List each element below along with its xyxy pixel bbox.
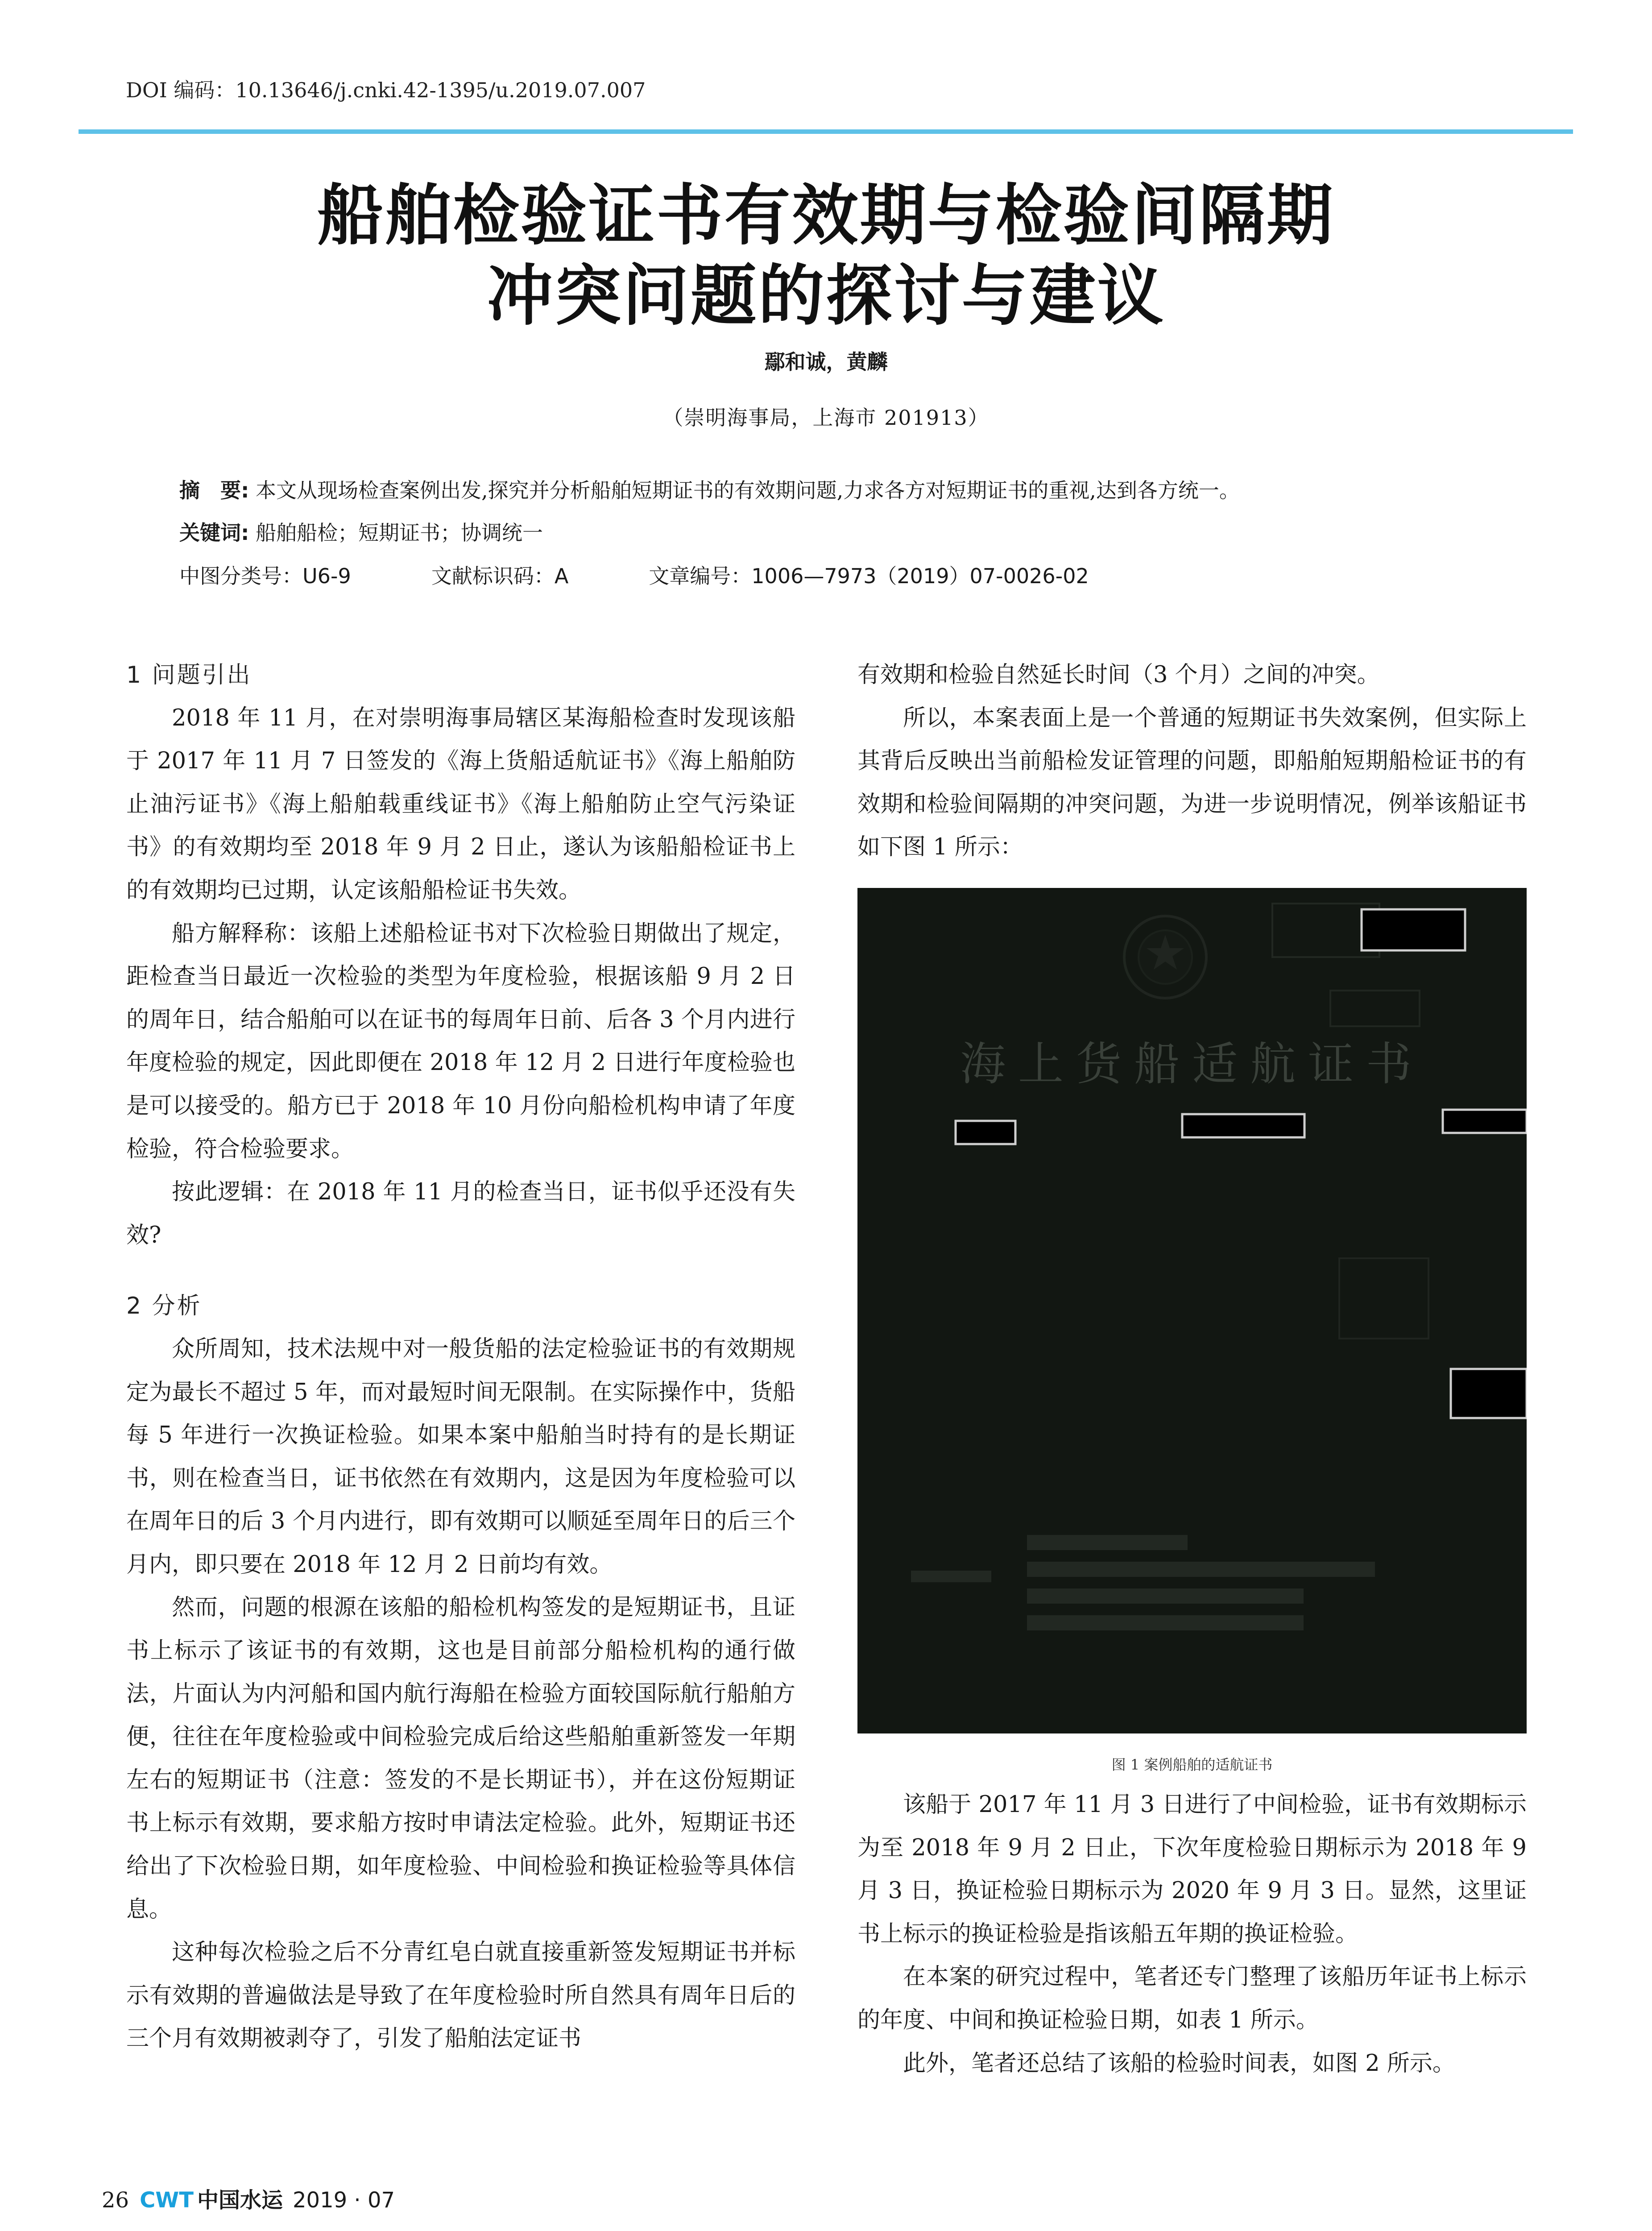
right-column (857, 654, 1527, 2085)
page-footer (102, 2183, 395, 2214)
section-1-heading: 1 问题引出 (126, 662, 252, 688)
abstract-text: 本文从现场检查案例出发,探究并分析船舶短期证书的有效期问题,力求各方对短期证书的重视,达到各方统一。 (249, 478, 1240, 502)
issue-label: 2019 · 07 (293, 2188, 395, 2213)
clc-number: 中图分类号：U6-9 (179, 564, 351, 588)
paragraph: 按此逻辑：在 2018 年 11 月的检查当日，证书似乎还没有失效? (126, 1179, 795, 1248)
paragraph: 众所周知，技术法规中对一般货船的法定检验证书的有效期规定为最长不超过 5 年，而对最短时间无限制。在实际操作中，货船每 5 年进行一次换证检验。如果本案中船舶当时持有的是长期证书，则在检查当日，证书依然在有效期内，这是因为年度检验可以在周年日的后 3 个月内进行，即有效期可以顺延至周年日的后三个月内，即只要在 2018 年 12 月 2 日前均有效。 (126, 1335, 795, 1578)
paragraph: 船方解释称：该船上述船检证书对下次检验日期做出了规定，距检查当日最近一次检验的类型为年度检验，根据该船 9 月 2 日的周年日，结合船舶可以在证书的每周年日前、后各 3 个月内进行年度检验的规定，因此即便在 2018 年 12 月 2 日进行年度检验也是可以接受的。船方已于 2018 年 10 月份向船检机构申请了年度检验，符合检验要求。 (126, 920, 795, 1162)
keywords-label: 关键词: (179, 521, 249, 545)
doi-line: DOI 编码：10.13646/j.cnki.42-1395/u.2019.07.007 (126, 78, 646, 102)
keywords-text: 船舶船检；短期证书；协调统一 (249, 521, 543, 545)
article-number: 文章编号：1006—7973（2019）07-0026-02 (649, 564, 1089, 588)
section-gap (126, 1257, 795, 1285)
paragraph: 该船于 2017 年 11 月 3 日进行了中间检验，证书有效期标示为至 2018 年 9 月 2 日止，下次年度检验日期标示为 2018 年 9 月 3 日，换证检验日期标示为 2020 年 9 月 3 日。显然，这里证书上标示的换证检验是指该船五年期的换证检验。 (857, 1791, 1527, 1947)
abstract (179, 474, 1240, 504)
certificate-photo (857, 888, 1527, 1733)
header-rule (79, 129, 1573, 134)
document-code: 文献标识码：A (431, 564, 569, 588)
title-line-2: 冲突问题的探讨与建议 (487, 257, 1165, 334)
page-number: 26 (102, 2188, 129, 2213)
magazine-name: 中国水运 (197, 2188, 283, 2213)
paragraph: 此外，笔者还总结了该船的检验时间表，如图 2 所示。 (903, 2050, 1455, 2077)
certificate-title: 海上货船适航证书 (960, 1037, 1424, 1091)
affiliation: （崇明海事局，上海市 201913） (662, 406, 990, 430)
figure-caption: 图 1 案例船舶的适航证书 (1111, 1756, 1273, 1773)
abstract-label: 摘 要: (179, 478, 249, 502)
left-column (126, 654, 795, 2061)
authors: 鄢和诚，黄麟 (764, 350, 888, 374)
section-2-heading: 2 分析 (126, 1293, 202, 1320)
title-line-1: 船舶检验证书有效期与检验间隔期 (317, 177, 1335, 254)
paragraph: 在本案的研究过程中，笔者还专门整理了该船历年证书上标示的年度、中间和换证检验日期，如表 1 所示。 (857, 1964, 1527, 2033)
classification-line (179, 560, 1169, 589)
paragraph: 有效期和检验自然延长时间（3 个月）之间的冲突。 (857, 662, 1380, 688)
paragraph: 然而，问题的根源在该船的船检机构签发的是短期证书，且证书上标示了该证书的有效期，这也是目前部分船检机构的通行做法，片面认为内河船和国内航行海船在检验方面较国际航行船舶方便，往往在年度检验或中间检验完成后给这些船舶重新签发一年期左右的短期证书（注意：签发的不是长期证书），并在这份短期证书上标示有效期，要求船方按时申请法定检验。此外，短期证书还给出了下次检验日期，如年度检验、中间检验和换证检验等具体信息。 (126, 1594, 795, 1923)
brand-logo: CWT (140, 2188, 194, 2213)
paragraph: 2018 年 11 月，在对崇明海事局辖区某海船检查时发现该船于 2017 年 11 月 7 日签发的《海上货船适航证书》《海上船舶防止油污证书》《海上船舶载重线证书》《海上船舶防止空气污染证书》的有效期均至 2018 年 9 月 2 日止，遂认为该船船检证书上的有效期均已过期，认定该船船检证书失效。 (126, 705, 795, 904)
paragraph: 这种每次检验之后不分青红皂白就直接重新签发短期证书并标示有效期的普遍做法是导致了在年度检验时所自然具有周年日后的三个月有效期被剥夺了，引发了船舶法定证书 (126, 1939, 795, 2052)
paragraph: 所以，本案表面上是一个普通的短期证书失效案例，但实际上其背后反映出当前船检发证管理的问题，即船舶短期船检证书的有效期和检验间隔期的冲突问题，为进一步说明情况，例举该船证书如下图 1 所示： (857, 705, 1527, 861)
certificate-photo-graphic (857, 888, 1527, 1733)
keywords (179, 517, 543, 546)
